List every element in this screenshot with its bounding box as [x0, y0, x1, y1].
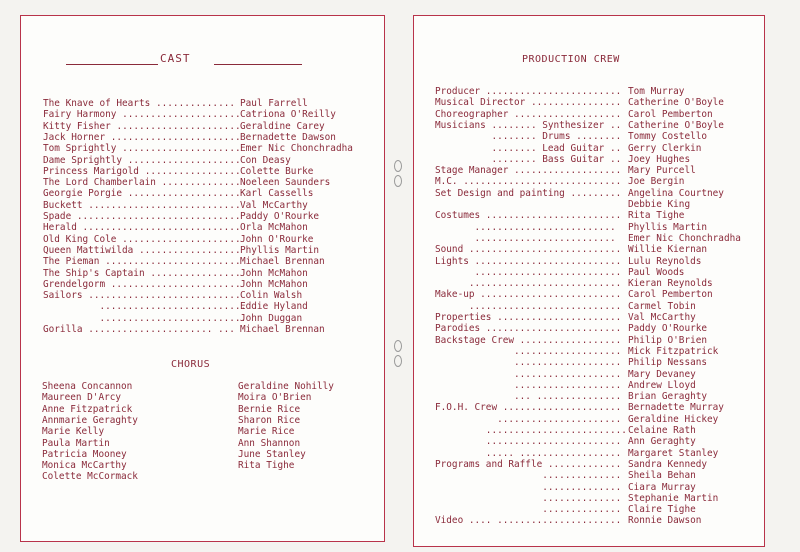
crew-name: Catherine O'Boyle [628, 119, 724, 131]
crew-name: Gerry Clerkin [628, 142, 702, 154]
crew-role: .......................... [435, 266, 622, 278]
cast-actor: Geraldine Carey [240, 120, 325, 132]
chorus-member: Sheena Concannon [42, 381, 133, 392]
cast-role: Princess Marigold [43, 165, 139, 177]
cast-role: The Knave of Hearts [43, 98, 151, 109]
chorus-member: Patricia Mooney [42, 448, 127, 460]
chorus-member: Bernie Rice [238, 403, 301, 415]
cast-leader-dots: ..................... [116, 143, 241, 155]
cast-actor: Phyllis Martin [240, 244, 320, 256]
chorus-member: Anne Fitzpatrick [42, 403, 133, 415]
cast-actor: Paddy O'Rourke [240, 211, 320, 222]
cast-leader-dots: .................... [122, 154, 241, 166]
crew-role: Lights .......................... [435, 255, 622, 267]
cast-actor: Colin Walsh [240, 290, 303, 302]
crew-role: Sound ........................... [435, 244, 622, 256]
crew-name: Celaine Rath [628, 425, 696, 436]
crew-name: Lulu Reynolds [628, 255, 702, 267]
crew-role: Stage Manager ................... [435, 165, 622, 177]
crew-role: Video .... ...................... [435, 515, 622, 527]
crew-name: Tom Murray [628, 86, 685, 97]
crew-name: Debbie King [628, 199, 691, 210]
crew-name: Stephanie Martin [628, 492, 719, 504]
crew-role: F.O.H. Crew ..................... [435, 402, 622, 414]
crew-role: Costumes ........................ [435, 210, 622, 222]
crew-role: ................... [435, 379, 622, 391]
crew-role: ................... [435, 368, 622, 380]
cast-actor: Michael Brennan [240, 256, 325, 268]
crew-role: ........ Bass Guitar .. [435, 153, 622, 165]
cast-role: Georgie Porgie [43, 188, 123, 200]
crew-title: PRODUCTION CREW [522, 54, 620, 65]
crew-role: M.C. ............................ [435, 176, 622, 188]
cast-role: Grendelgorm [43, 278, 106, 290]
crew-name: Ronnie Dawson [628, 515, 702, 527]
crew-role: .............. [435, 481, 622, 493]
crew-name: Brian Geraghty [628, 391, 708, 403]
cast-role: Queen Mattiwilda [43, 244, 134, 256]
cast-leader-dots: ........................ [99, 256, 241, 268]
cast-leader-dots: .............. [150, 98, 236, 109]
crew-role: .............. [435, 504, 622, 516]
cast-role: Kitty Fisher [43, 120, 111, 132]
cast-actor: John Duggan [240, 312, 303, 324]
cast-leader-dots: ........................... [82, 199, 241, 211]
crew-name: Sandra Kennedy [628, 458, 708, 470]
crew-role: Choreographer ................... [435, 108, 622, 120]
staple-bottom-2 [394, 355, 402, 367]
crew-name: Philip Nessans [628, 357, 708, 369]
cast-role: Tom Sprightly [43, 143, 117, 155]
cast-leader-dots: .................. [133, 244, 241, 256]
crew-role: ...................... [435, 413, 622, 425]
chorus-member: Annmarie Geraghty [42, 414, 138, 426]
chorus-member: Marie Rice [238, 426, 295, 438]
crew-name: Sheila Behan [628, 470, 696, 482]
staple-bottom [394, 340, 402, 352]
crew-name: Andrew Lloyd [628, 379, 696, 391]
chorus-member: June Stanley [238, 448, 306, 460]
staple-top [394, 160, 402, 172]
crew-role: ........ Drums ........ [435, 131, 622, 143]
crew-name: Mary Devaney [628, 368, 696, 380]
crew-name: Catherine O'Boyle [628, 97, 724, 109]
cast-role: Sailors [43, 290, 83, 302]
chorus-member: Geraldine Nohilly [238, 381, 334, 392]
cast-role: Spade [43, 211, 72, 222]
production-crew-page [413, 15, 765, 547]
cast-actor: Con Deasy [240, 154, 291, 166]
cast-leader-dots: .............. [156, 177, 241, 189]
cast-leader-dots: .................... [122, 188, 241, 200]
cast-role: Gorilla [43, 324, 83, 335]
chorus-member: Monica McCarthy [42, 460, 127, 472]
crew-name: Rita Tighe [628, 210, 685, 222]
cast-title-rule-right [214, 64, 302, 65]
crew-name: Kieran Reynolds [628, 278, 713, 290]
cast-role: Herald [43, 222, 77, 234]
cast-actor: Michael Brennan [240, 324, 325, 335]
crew-role: Properties ...................... [435, 312, 622, 323]
cast-actor: Emer Nic Chonchradha [240, 143, 353, 155]
crew-role: Musical Director ................ [435, 97, 622, 109]
crew-name: Joey Hughes [628, 153, 691, 165]
crew-name: Paul Woods [628, 266, 685, 278]
crew-name: Val McCarthy [628, 312, 696, 323]
cast-actor: Val McCarthy [240, 199, 308, 211]
cast-actor: John McMahon [240, 278, 308, 290]
cast-actor: Orla McMahon [240, 222, 308, 234]
crew-role: Producer ........................ [435, 86, 622, 97]
crew-role: ................... [435, 357, 622, 369]
cast-role: The Lord Chamberlain [43, 177, 156, 189]
crew-name: Claire Tighe [628, 504, 696, 516]
cast-actor: Paul Farrell [240, 98, 308, 109]
chorus-member: Rita Tighe [238, 460, 295, 472]
cast-role: Fairy Harmony [43, 109, 117, 121]
cast-leader-dots: ........................... [82, 290, 241, 302]
crew-name: Mick Fitzpatrick [628, 345, 719, 357]
cast-actor: John O'Rourke [240, 233, 314, 245]
crew-role: Backstage Crew .................. [435, 334, 622, 346]
cast-title: CAST [160, 52, 191, 65]
cast-leader-dots: ............................ [76, 222, 241, 234]
crew-role: ........................... [435, 278, 622, 290]
cast-leader-dots: ............................. [71, 211, 241, 222]
crew-name: Paddy O'Rourke [628, 323, 708, 335]
crew-role: Set Design and painting ......... [435, 187, 622, 199]
crew-role: Musicians ........ Synthesizer .. [435, 119, 622, 131]
crew-name: Ciara Murray [628, 481, 696, 493]
crew-name: Carmel Tobin [628, 300, 696, 312]
chorus-title: CHORUS [171, 359, 211, 370]
cast-role: Dame Sprightly [43, 154, 123, 166]
cast-role: Jack Horner [43, 131, 106, 143]
crew-name: Philip O'Brien [628, 334, 708, 346]
crew-role: Make-up ......................... [435, 289, 622, 301]
cast-actor: John McMahon [240, 267, 308, 279]
crew-role: ... ............... [435, 391, 622, 403]
crew-role: Parodies ........................ [435, 323, 622, 335]
crew-name: Willie Kiernan [628, 244, 708, 256]
crew-name: Ann Geraghty [628, 436, 696, 448]
chorus-member: Colette McCormack [42, 471, 138, 483]
cast-role: Old King Cole [43, 233, 117, 245]
crew-role: .............. [435, 492, 622, 504]
cast-leader-dots: ...................... [110, 120, 241, 132]
cast-role: Buckett [43, 199, 83, 211]
cast-leader-dots: .......................... [43, 301, 247, 313]
crew-role: ........................... [435, 300, 622, 312]
crew-name: Angelina Courtney [628, 187, 724, 199]
chorus-member: Ann Shannon [238, 437, 301, 449]
cast-leader-dots: .......................... [43, 312, 247, 324]
cast-leader-dots: ....................... [105, 131, 241, 143]
cast-page [20, 15, 385, 542]
chorus-member: Sharon Rice [238, 414, 301, 426]
crew-role: ......................... [435, 232, 616, 244]
cast-title-rule-left [66, 64, 158, 65]
cast-role: The Ship's Captain [43, 267, 145, 279]
cast-actor: Eddie Hyland [240, 301, 308, 313]
crew-role: ................... [435, 345, 622, 357]
crew-name: Tommy Costello [628, 131, 708, 143]
crew-role: ..... .................. [435, 447, 622, 459]
crew-role: ........................ [435, 436, 622, 448]
chorus-member: Paula Martin [42, 437, 110, 449]
crew-name: Margaret Stanley [628, 447, 719, 459]
crew-name: Bernadette Murray [628, 402, 724, 414]
cast-actor: Colette Burke [240, 165, 314, 177]
cast-leader-dots: ..................... [116, 109, 241, 121]
crew-role: ......................... [435, 425, 627, 436]
crew-name: Carol Pemberton [628, 108, 713, 120]
staple-top-2 [394, 175, 402, 187]
chorus-member: Marie Kelly [42, 426, 105, 438]
cast-actor: Catriona O'Reilly [240, 109, 336, 121]
crew-name: Phyllis Martin [628, 221, 708, 233]
cast-actor: Noeleen Saunders [240, 177, 331, 189]
cast-leader-dots: ................ [144, 267, 241, 279]
cast-leader-dots: ................. [139, 165, 241, 177]
cast-leader-dots: ..................... [116, 233, 241, 245]
crew-name: Joe Bergin [628, 176, 685, 188]
crew-name: Geraldine Hickey [628, 413, 719, 425]
crew-role: Programs and Raffle ............. [435, 458, 622, 470]
cast-actor: Bernadette Dawson [240, 131, 336, 143]
crew-role: ......................... [435, 221, 616, 233]
crew-name: Carol Pemberton [628, 289, 713, 301]
cast-leader-dots: ...................... ... [82, 324, 235, 335]
chorus-member: Maureen D'Arcy [42, 392, 122, 404]
chorus-member: Moira O'Brien [238, 392, 312, 404]
cast-leader-dots: ....................... [105, 278, 241, 290]
crew-name: Emer Nic Chonchradha [628, 232, 741, 244]
crew-name: Mary Purcell [628, 165, 696, 177]
crew-role: .............. [435, 470, 622, 482]
crew-role: ........ Lead Guitar .. [435, 142, 622, 154]
cast-actor: Karl Cassells [240, 188, 314, 200]
cast-role: The Pieman [43, 256, 100, 268]
